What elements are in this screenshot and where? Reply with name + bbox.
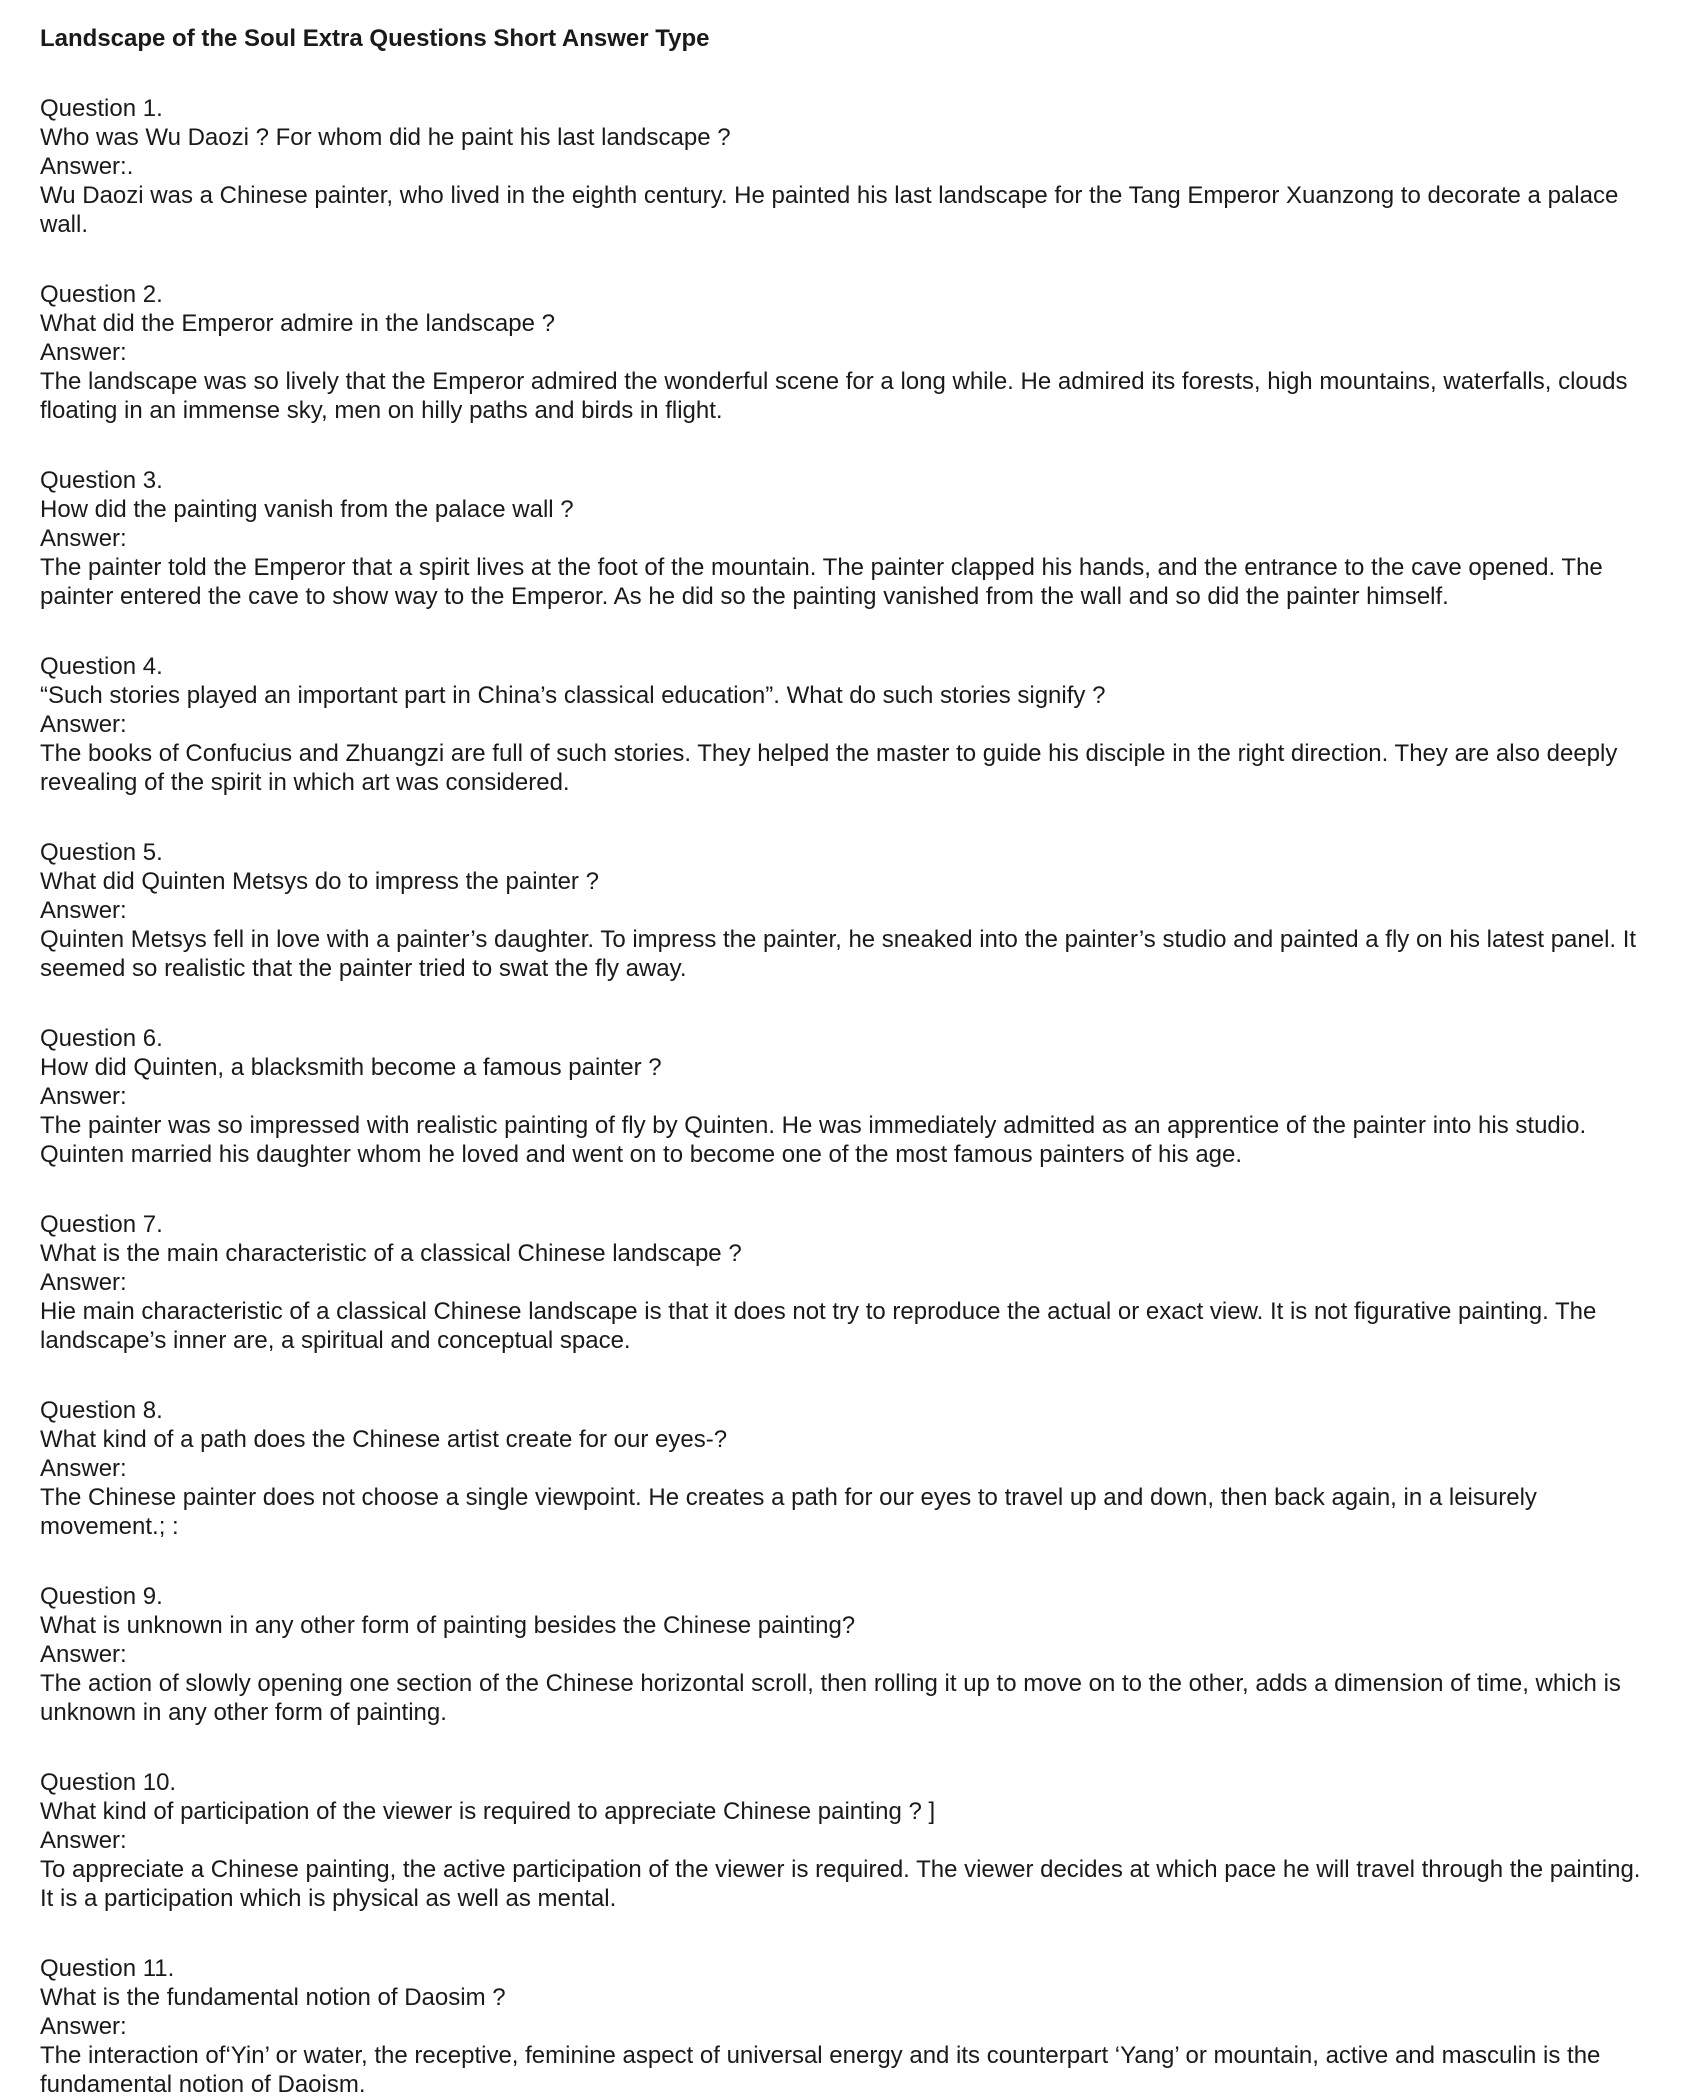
page-title: Landscape of the Soul Extra Questions Short Answer Type [40, 25, 710, 52]
answer-text: The action of slowly opening one section of the Chinese horizontal scroll, then rolling it up to move on to the other, adds a dimension of time, which is unknown in any other form of painting. [40, 1670, 1621, 1726]
qa-item-1 [40, 94, 1660, 239]
question-text: What is the fundamental notion of Daosim ? [40, 1984, 506, 2011]
answer-text: Quinten Metsys fell in love with a painter’s daughter. To impress the painter, he sneaked into the painter’s studio and painted a fly on his latest panel. It seemed so realistic that the painter tried to swat the fly away. [40, 926, 1637, 982]
answer-label: Answer: [40, 1455, 127, 1482]
question-label: Question 4. [40, 653, 163, 680]
qa-item-9 [40, 1582, 1660, 1727]
question-text: “Such stories played an important part in China’s classical education”. What do such stories signify ? [40, 682, 1106, 709]
answer-text: The interaction of‘Yin’ or water, the receptive, feminine aspect of universal energy and its counterpart ‘Yang’ or mountain, active and masculin is the fundamental notion of Daoism. [40, 2042, 1601, 2098]
qa-item-7 [40, 1210, 1660, 1355]
answer-text: The landscape was so lively that the Emperor admired the wonderful scene for a long while. He admired its forests, high mountains, waterfalls, clouds floating in an immense sky, men on hilly paths and birds in flight. [40, 368, 1628, 424]
answer-text: The painter was so impressed with realistic painting of fly by Quinten. He was immediately admitted as an apprentice of the painter into his studio. Quinten married his daughter whom he loved and went on to become one of the most famous painters of his age. [40, 1112, 1587, 1168]
question-label: Question 10. [40, 1769, 177, 1796]
question-text: What is unknown in any other form of painting besides the Chinese painting? [40, 1612, 856, 1639]
answer-label: Answer: [40, 1827, 127, 1854]
question-label: Question 3. [40, 467, 163, 494]
qa-item-6 [40, 1024, 1660, 1169]
answer-label: Answer: [40, 1083, 127, 1110]
answer-label: Answer: [40, 711, 127, 738]
answer-text: The painter told the Emperor that a spirit lives at the foot of the mountain. The painter clapped his hands, and the entrance to the cave opened. The painter entered the cave to show way to the Emperor. As he did so the painting vanished from the wall and so did the painter himself. [40, 554, 1603, 610]
answer-label: Answer: [40, 1641, 127, 1668]
answer-label: Answer: [40, 339, 127, 366]
qa-item-4 [40, 652, 1660, 797]
answer-label: Answer: [40, 897, 127, 924]
qa-item-11 [40, 1954, 1660, 2099]
question-text: What did Quinten Metsys do to impress the painter ? [40, 868, 599, 895]
qa-item-2 [40, 280, 1660, 425]
question-text: What is the main characteristic of a classical Chinese landscape ? [40, 1240, 742, 1267]
answer-label: Answer: [40, 1269, 127, 1296]
qa-item-10 [40, 1768, 1660, 1913]
question-label: Question 8. [40, 1397, 163, 1424]
question-label: Question 6. [40, 1025, 163, 1052]
question-text: How did Quinten, a blacksmith become a famous painter ? [40, 1054, 662, 1081]
question-label: Question 9. [40, 1583, 163, 1610]
qa-item-5 [40, 838, 1660, 983]
question-text: Who was Wu Daozi ? For whom did he paint his last landscape ? [40, 124, 731, 151]
question-text: What did the Emperor admire in the landscape ? [40, 310, 555, 337]
question-label: Question 5. [40, 839, 163, 866]
question-text: How did the painting vanish from the palace wall ? [40, 496, 574, 523]
answer-text: Hie main characteristic of a classical Chinese landscape is that it does not try to reproduce the actual or exact view. It is not figurative painting. The landscape’s inner are, a spiritual and conceptual space. [40, 1298, 1597, 1354]
qa-item-3 [40, 466, 1660, 611]
answer-text: The Chinese painter does not choose a single viewpoint. He creates a path for our eyes to travel up and down, then back again, in a leisurely movement.; : [40, 1484, 1537, 1540]
answer-text: To appreciate a Chinese painting, the active participation of the viewer is required. The viewer decides at which pace he will travel through the painting. It is a participation which is physical as well as mental. [40, 1856, 1641, 1912]
answer-text: Wu Daozi was a Chinese painter, who lived in the eighth century. He painted his last landscape for the Tang Emperor Xuanzong to decorate a palace wall. [40, 182, 1619, 238]
question-label: Question 7. [40, 1211, 163, 1238]
qa-item-8 [40, 1396, 1660, 1541]
question-label: Question 2. [40, 281, 163, 308]
question-text: What kind of a path does the Chinese artist create for our eyes-? [40, 1426, 728, 1453]
answer-label: Answer: [40, 2013, 127, 2040]
question-text: What kind of participation of the viewer is required to appreciate Chinese painting ? ] [40, 1798, 936, 1825]
question-label: Question 1. [40, 95, 163, 122]
question-label: Question 11. [40, 1955, 175, 1982]
answer-label: Answer:. [40, 153, 134, 180]
answer-text: The books of Confucius and Zhuangzi are full of such stories. They helped the master to guide his disciple in the right direction. They are also deeply revealing of the spirit in which art was considered. [40, 740, 1618, 796]
answer-label: Answer: [40, 525, 127, 552]
